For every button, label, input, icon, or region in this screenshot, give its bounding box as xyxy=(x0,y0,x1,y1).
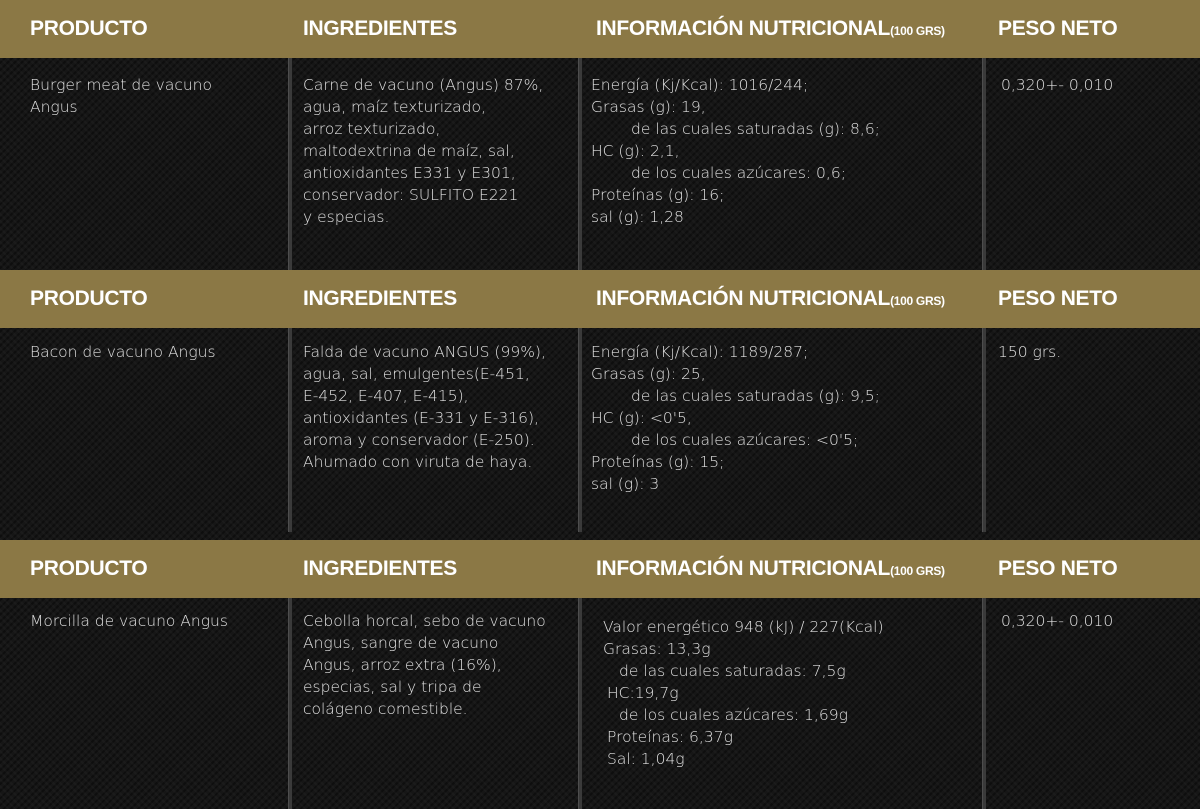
nutrition-line: HC (g): <0'5, xyxy=(591,409,692,427)
table-header xyxy=(0,540,1200,598)
header-peso-neto: PESO NETO xyxy=(998,287,1118,310)
nutrition-line: de las cuales saturadas (g): 9,5; xyxy=(631,387,880,405)
column-divider xyxy=(578,328,582,532)
nutrition-line: de las cuales saturadas: 7,5g xyxy=(619,662,846,680)
product-name-line: Burger meat de vacuno xyxy=(30,76,212,94)
nutrition-line: sal (g): 3 xyxy=(591,475,660,493)
header-info-unit: (100 GRS) xyxy=(890,24,945,38)
net-weight xyxy=(1001,598,1191,809)
product-name-line: Bacon de vacuno Angus xyxy=(30,343,216,361)
ingredients-line: maltodextrina de maíz, sal, xyxy=(303,142,515,160)
table-row xyxy=(0,328,1200,532)
nutrition-line: Grasas (g): 25, xyxy=(591,365,706,383)
ingredients-line: agua, sal, emulgentes(E-451, xyxy=(303,365,530,383)
net-weight-value: 150 grs. xyxy=(998,343,1062,361)
ingredients-line: E-452, E-407, E-415), xyxy=(303,387,469,405)
ingredients-line: arroz texturizado, xyxy=(303,120,441,138)
header-informacion-nutricional xyxy=(596,270,945,328)
product-name xyxy=(30,58,285,270)
column-divider xyxy=(288,598,292,809)
ingredients-line: Angus, sangre de vacuno xyxy=(303,634,499,652)
ingredients-line: colágeno comestible. xyxy=(303,700,468,718)
ingredients-text xyxy=(303,58,573,270)
nutrition-line: de los cuales azúcares: 0,6; xyxy=(631,164,846,182)
product-section-morcilla xyxy=(0,540,1200,809)
product-name xyxy=(30,598,285,809)
header-peso-neto: PESO NETO xyxy=(998,557,1118,580)
nutrition-info xyxy=(591,58,981,270)
header-info-unit: (100 GRS) xyxy=(890,564,945,578)
header-ingredientes: INGREDIENTES xyxy=(303,17,457,40)
ingredients-line: antioxidantes (E-331 y E-316), xyxy=(303,409,539,427)
nutrition-line: Proteínas: 6,37g xyxy=(607,728,733,746)
ingredients-line: conservador: SULFITO E221 xyxy=(303,186,519,204)
nutrition-line: de las cuales saturadas (g): 8,6; xyxy=(631,120,880,138)
table-header xyxy=(0,0,1200,58)
nutrition-line: de los cuales azúcares: 1,69g xyxy=(619,706,848,724)
nutrition-line: Valor energético 948 (kJ) / 227(Kcal) xyxy=(603,618,884,636)
nutrition-info xyxy=(591,328,981,532)
column-divider xyxy=(982,328,986,532)
nutrition-line: Grasas: 13,3g xyxy=(603,640,711,658)
header-producto: PRODUCTO xyxy=(30,287,148,310)
column-divider xyxy=(288,328,292,532)
net-weight-value: 0,320+- 0,010 xyxy=(1001,612,1114,630)
column-divider xyxy=(982,58,986,270)
ingredients-text xyxy=(303,598,573,809)
header-ingredientes: INGREDIENTES xyxy=(303,557,457,580)
nutrition-line: Energía (Kj/Kcal): 1189/287; xyxy=(591,343,809,361)
net-weight xyxy=(998,328,1188,532)
table-row xyxy=(0,58,1200,270)
ingredients-line: Ahumado con viruta de haya. xyxy=(303,453,533,471)
table-header xyxy=(0,270,1200,328)
nutrition-line: Energía (Kj/Kcal): 1016/244; xyxy=(591,76,809,94)
ingredients-line: y especias. xyxy=(303,208,390,226)
ingredients-line: aroma y conservador (E-250). xyxy=(303,431,535,449)
header-producto: PRODUCTO xyxy=(30,557,148,580)
table-row xyxy=(0,598,1200,809)
ingredients-line: Angus, arroz extra (16%), xyxy=(303,656,502,674)
header-info-label: INFORMACIÓN NUTRICIONAL xyxy=(596,557,891,580)
ingredients-line: especias, sal y tripa de xyxy=(303,678,482,696)
nutrition-line: sal (g): 1,28 xyxy=(591,208,684,226)
product-name-line: Angus xyxy=(30,98,78,116)
nutrition-info xyxy=(603,598,981,809)
product-name xyxy=(30,328,285,532)
column-divider xyxy=(982,598,986,809)
header-peso-neto: PESO NETO xyxy=(998,17,1118,40)
nutrition-line: HC:19,7g xyxy=(607,684,679,702)
header-info-unit: (100 GRS) xyxy=(890,294,945,308)
net-weight xyxy=(1001,58,1191,270)
header-informacion-nutricional xyxy=(596,540,945,598)
nutrition-line: de los cuales azúcares: <0'5; xyxy=(631,431,859,449)
nutrition-line: Grasas (g): 19, xyxy=(591,98,706,116)
net-weight-value: 0,320+- 0,010 xyxy=(1001,76,1114,94)
header-info-label: INFORMACIÓN NUTRICIONAL xyxy=(596,17,891,40)
nutrition-line: Proteínas (g): 16; xyxy=(591,186,725,204)
ingredients-line: agua, maíz texturizado, xyxy=(303,98,486,116)
ingredients-line: Falda de vacuno ANGUS (99%), xyxy=(303,343,546,361)
header-info-label: INFORMACIÓN NUTRICIONAL xyxy=(596,287,891,310)
column-divider xyxy=(288,58,292,270)
column-divider xyxy=(578,58,582,270)
nutrition-line: Proteínas (g): 15; xyxy=(591,453,725,471)
nutrition-line: HC (g): 2,1, xyxy=(591,142,680,160)
header-ingredientes: INGREDIENTES xyxy=(303,287,457,310)
product-name-line: Morcilla de vacuno Angus xyxy=(30,612,228,630)
ingredients-line: antioxidantes E331 y E301, xyxy=(303,164,516,182)
header-producto: PRODUCTO xyxy=(30,17,148,40)
ingredients-line: Carne de vacuno (Angus) 87%, xyxy=(303,76,544,94)
product-section-burger xyxy=(0,0,1200,270)
nutrition-line: Sal: 1,04g xyxy=(607,750,685,768)
column-divider xyxy=(578,598,582,809)
ingredients-line: Cebolla horcal, sebo de vacuno xyxy=(303,612,546,630)
ingredients-text xyxy=(303,328,573,532)
product-section-bacon xyxy=(0,270,1200,532)
header-informacion-nutricional xyxy=(596,0,945,58)
